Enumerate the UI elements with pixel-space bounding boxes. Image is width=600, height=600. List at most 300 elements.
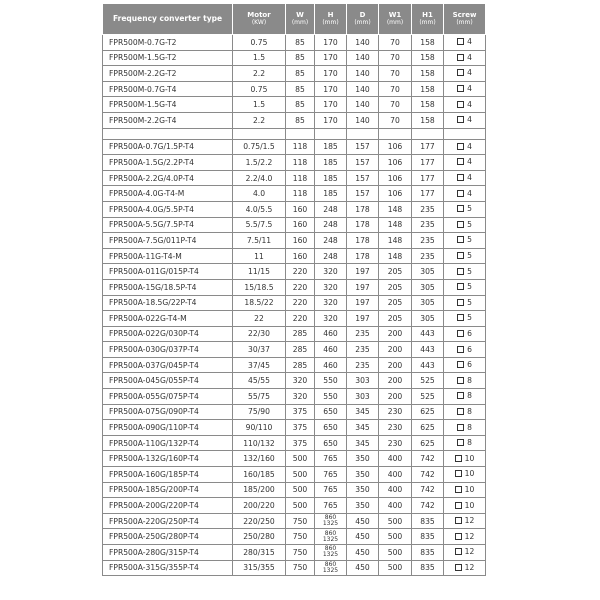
d-cell: 157 xyxy=(347,139,379,155)
model-cell: FPR500M-0.7G-T4 xyxy=(103,81,233,97)
h1-cell: 305 xyxy=(412,279,444,295)
d-cell: 450 xyxy=(347,545,379,561)
h1-cell: 235 xyxy=(412,248,444,264)
d-cell: 140 xyxy=(347,50,379,66)
screw-size: 6 xyxy=(467,328,472,338)
w1-cell: 148 xyxy=(379,248,412,264)
screw-size: 5 xyxy=(467,266,472,276)
motor-cell: 2.2 xyxy=(233,66,286,82)
motor-cell: 22 xyxy=(233,311,286,327)
w1-cell: 106 xyxy=(379,155,412,171)
square-icon xyxy=(455,548,462,555)
w1-cell: 106 xyxy=(379,170,412,186)
screw-size: 4 xyxy=(467,84,472,94)
motor-cell: 132/160 xyxy=(233,451,286,467)
table-row xyxy=(103,420,486,436)
screw-size: 8 xyxy=(467,406,472,416)
screw-value xyxy=(455,563,475,572)
h1-cell: 625 xyxy=(412,435,444,451)
d-cell: 350 xyxy=(347,451,379,467)
w-cell: 375 xyxy=(286,435,315,451)
screw-size: 4 xyxy=(467,157,472,167)
h-cell: 460 xyxy=(315,326,347,342)
screw-value xyxy=(457,282,472,291)
h1-cell: 443 xyxy=(412,326,444,342)
w1-cell: 70 xyxy=(379,97,412,113)
w1-cell: 500 xyxy=(379,560,412,576)
w-cell: 220 xyxy=(286,295,315,311)
w1-cell: 148 xyxy=(379,201,412,217)
table-row xyxy=(103,217,486,233)
screw-size: 8 xyxy=(467,438,472,448)
screw-size: 10 xyxy=(464,500,475,510)
screw-value xyxy=(457,423,472,432)
w1-cell: 230 xyxy=(379,404,412,420)
w-cell: 220 xyxy=(286,279,315,295)
h-cell: 765 xyxy=(315,467,347,483)
empty-cell xyxy=(315,128,347,139)
motor-cell: 280/315 xyxy=(233,545,286,561)
h1-cell: 235 xyxy=(412,233,444,249)
h-cell: 320 xyxy=(315,311,347,327)
header-w-label: W xyxy=(296,11,304,19)
table-row xyxy=(103,404,486,420)
w-cell: 160 xyxy=(286,217,315,233)
screw-value xyxy=(455,485,475,494)
header-h1 xyxy=(412,4,444,35)
screw-value xyxy=(457,53,472,62)
w-cell: 500 xyxy=(286,467,315,483)
table-row xyxy=(103,248,486,264)
screw-size: 5 xyxy=(467,297,472,307)
w-cell: 160 xyxy=(286,201,315,217)
header-d-unit: (mm) xyxy=(354,19,371,26)
table-row xyxy=(103,97,486,113)
w1-cell: 70 xyxy=(379,112,412,128)
d-cell: 140 xyxy=(347,97,379,113)
motor-cell: 90/110 xyxy=(233,420,286,436)
h1-cell: 235 xyxy=(412,201,444,217)
h-cell: 460 xyxy=(315,342,347,358)
motor-cell: 1.5 xyxy=(233,50,286,66)
h-cell: 550 xyxy=(315,389,347,405)
w1-cell: 106 xyxy=(379,139,412,155)
h-cell: 765 xyxy=(315,482,347,498)
header-motor-unit: (KW) xyxy=(251,19,267,26)
motor-cell: 22/30 xyxy=(233,326,286,342)
square-icon xyxy=(455,564,462,571)
screw-size: 5 xyxy=(467,313,472,323)
motor-cell: 7.5/11 xyxy=(233,233,286,249)
h-value-part: 1325 xyxy=(322,520,339,528)
table-row xyxy=(103,357,486,373)
square-icon xyxy=(457,330,464,337)
d-cell: 197 xyxy=(347,295,379,311)
d-cell: 140 xyxy=(347,35,379,51)
empty-cell xyxy=(347,128,379,139)
screw-size: 5 xyxy=(467,251,472,261)
motor-cell: 110/132 xyxy=(233,435,286,451)
screw-value xyxy=(457,329,472,338)
w-cell: 375 xyxy=(286,404,315,420)
screw-size: 4 xyxy=(467,52,472,62)
table-row xyxy=(103,373,486,389)
h-cell xyxy=(315,513,347,529)
h1-cell: 835 xyxy=(412,560,444,576)
table-row xyxy=(103,66,486,82)
header-w1-unit: (mm) xyxy=(386,19,404,26)
w1-cell: 200 xyxy=(379,342,412,358)
table-row xyxy=(103,498,486,514)
square-icon xyxy=(457,174,464,181)
model-cell: FPR500A-185G/200P-T4 xyxy=(103,482,233,498)
dimension-table-container xyxy=(102,3,485,576)
h-cell: 170 xyxy=(315,97,347,113)
d-cell: 235 xyxy=(347,326,379,342)
screw-size: 10 xyxy=(464,484,475,494)
h-cell: 650 xyxy=(315,420,347,436)
d-cell: 235 xyxy=(347,357,379,373)
d-cell: 197 xyxy=(347,311,379,327)
h1-cell: 158 xyxy=(412,81,444,97)
motor-cell: 160/185 xyxy=(233,467,286,483)
w-cell: 85 xyxy=(286,50,315,66)
screw-cell xyxy=(444,112,486,128)
model-cell: FPR500A-055G/075P-T4 xyxy=(103,389,233,405)
table-row xyxy=(103,311,486,327)
w-cell: 375 xyxy=(286,420,315,436)
d-cell: 140 xyxy=(347,81,379,97)
model-cell: FPR500A-022G/030P-T4 xyxy=(103,326,233,342)
h-cell: 550 xyxy=(315,373,347,389)
h1-cell: 305 xyxy=(412,264,444,280)
model-cell: FPR500A-132G/160P-T4 xyxy=(103,451,233,467)
screw-cell xyxy=(444,404,486,420)
screw-cell xyxy=(444,529,486,545)
square-icon xyxy=(457,439,464,446)
d-cell: 350 xyxy=(347,482,379,498)
screw-value xyxy=(457,438,472,447)
h-value-part: 860 xyxy=(324,514,337,522)
model-cell: FPR500A-7.5G/011P-T4 xyxy=(103,233,233,249)
w1-cell: 400 xyxy=(379,498,412,514)
w-cell: 750 xyxy=(286,529,315,545)
w-cell: 220 xyxy=(286,311,315,327)
screw-value xyxy=(457,173,472,182)
h1-cell: 742 xyxy=(412,451,444,467)
screw-size: 4 xyxy=(467,115,472,125)
w-cell: 160 xyxy=(286,248,315,264)
h1-cell: 525 xyxy=(412,373,444,389)
table-row xyxy=(103,295,486,311)
h-cell: 170 xyxy=(315,81,347,97)
h1-cell: 443 xyxy=(412,357,444,373)
h-cell xyxy=(315,545,347,561)
screw-size: 4 xyxy=(467,188,472,198)
h-cell: 248 xyxy=(315,248,347,264)
model-cell: FPR500A-15G/18.5P-T4 xyxy=(103,279,233,295)
screw-value xyxy=(457,298,472,307)
w-cell: 750 xyxy=(286,513,315,529)
screw-cell xyxy=(444,560,486,576)
d-cell: 303 xyxy=(347,389,379,405)
motor-cell: 200/220 xyxy=(233,498,286,514)
screw-value xyxy=(457,84,472,93)
d-cell: 157 xyxy=(347,186,379,202)
screw-cell xyxy=(444,233,486,249)
model-cell: FPR500A-11G-T4-M xyxy=(103,248,233,264)
empty-cell xyxy=(412,128,444,139)
square-icon xyxy=(457,221,464,228)
h1-cell: 305 xyxy=(412,295,444,311)
model-cell: FPR500A-160G/185P-T4 xyxy=(103,467,233,483)
square-icon xyxy=(457,190,464,197)
table-row xyxy=(103,81,486,97)
model-cell: FPR500M-0.7G-T2 xyxy=(103,35,233,51)
screw-size: 12 xyxy=(464,516,475,526)
h1-cell: 742 xyxy=(412,482,444,498)
screw-size: 6 xyxy=(467,360,472,370)
screw-size: 12 xyxy=(464,562,475,572)
screw-cell xyxy=(444,50,486,66)
screw-value xyxy=(457,360,472,369)
w1-cell: 500 xyxy=(379,513,412,529)
square-icon xyxy=(455,470,462,477)
motor-cell: 15/18.5 xyxy=(233,279,286,295)
square-icon xyxy=(455,533,462,540)
screw-value xyxy=(457,251,472,260)
header-model: Frequency converter type xyxy=(103,4,233,35)
h1-cell: 835 xyxy=(412,529,444,545)
w1-cell: 205 xyxy=(379,295,412,311)
square-icon xyxy=(457,54,464,61)
h1-cell: 625 xyxy=(412,404,444,420)
motor-cell: 55/75 xyxy=(233,389,286,405)
h1-cell: 305 xyxy=(412,311,444,327)
w-cell: 285 xyxy=(286,326,315,342)
table-row xyxy=(103,186,486,202)
model-cell: FPR500A-022G-T4-M xyxy=(103,311,233,327)
screw-size: 10 xyxy=(464,453,475,463)
square-icon xyxy=(457,268,464,275)
screw-cell xyxy=(444,295,486,311)
w1-cell: 70 xyxy=(379,81,412,97)
w-cell: 285 xyxy=(286,357,315,373)
h-cell xyxy=(315,529,347,545)
table-row xyxy=(103,529,486,545)
square-icon xyxy=(457,69,464,76)
square-icon xyxy=(457,283,464,290)
square-icon xyxy=(457,38,464,45)
w1-cell: 400 xyxy=(379,482,412,498)
screw-cell xyxy=(444,170,486,186)
header-screw-unit: (mm) xyxy=(456,19,473,26)
w-cell: 85 xyxy=(286,35,315,51)
h1-cell: 177 xyxy=(412,186,444,202)
w1-cell: 106 xyxy=(379,186,412,202)
motor-cell: 315/355 xyxy=(233,560,286,576)
header-w1 xyxy=(379,4,412,35)
screw-cell xyxy=(444,389,486,405)
w-cell: 500 xyxy=(286,498,315,514)
h-cell: 170 xyxy=(315,50,347,66)
h1-cell: 158 xyxy=(412,97,444,113)
screw-size: 5 xyxy=(467,235,472,245)
screw-cell xyxy=(444,139,486,155)
h-cell: 170 xyxy=(315,112,347,128)
h1-cell: 443 xyxy=(412,342,444,358)
h-cell: 185 xyxy=(315,155,347,171)
square-icon xyxy=(457,205,464,212)
screw-cell xyxy=(444,66,486,82)
screw-cell xyxy=(444,248,486,264)
screw-size: 4 xyxy=(467,141,472,151)
model-cell: FPR500M-1.5G-T2 xyxy=(103,50,233,66)
w1-cell: 500 xyxy=(379,529,412,545)
motor-cell: 250/280 xyxy=(233,529,286,545)
d-cell: 350 xyxy=(347,467,379,483)
screw-cell xyxy=(444,186,486,202)
screw-size: 12 xyxy=(464,547,475,557)
screw-value xyxy=(457,157,472,166)
screw-size: 10 xyxy=(464,469,475,479)
d-cell: 178 xyxy=(347,217,379,233)
square-icon xyxy=(457,299,464,306)
w-cell: 320 xyxy=(286,373,315,389)
motor-cell: 0.75 xyxy=(233,81,286,97)
screw-size: 8 xyxy=(467,375,472,385)
motor-cell: 45/55 xyxy=(233,373,286,389)
header-h1-unit: (mm) xyxy=(419,19,436,26)
header-d xyxy=(347,4,379,35)
d-cell: 157 xyxy=(347,155,379,171)
w1-cell: 205 xyxy=(379,264,412,280)
h1-cell: 158 xyxy=(412,112,444,128)
screw-cell xyxy=(444,467,486,483)
d-cell: 140 xyxy=(347,66,379,82)
motor-cell: 37/45 xyxy=(233,357,286,373)
screw-size: 8 xyxy=(467,391,472,401)
header-h xyxy=(315,4,347,35)
screw-cell xyxy=(444,498,486,514)
model-cell: FPR500A-2.2G/4.0P-T4 xyxy=(103,170,233,186)
table-row xyxy=(103,513,486,529)
h-cell: 170 xyxy=(315,66,347,82)
h-cell: 185 xyxy=(315,139,347,155)
square-icon xyxy=(455,502,462,509)
h1-cell: 177 xyxy=(412,155,444,171)
table-row xyxy=(103,264,486,280)
table-row xyxy=(103,139,486,155)
h-value-part: 860 xyxy=(324,560,337,568)
screw-cell xyxy=(444,201,486,217)
screw-cell xyxy=(444,373,486,389)
w-cell: 500 xyxy=(286,482,315,498)
h-cell: 460 xyxy=(315,357,347,373)
h-cell: 320 xyxy=(315,264,347,280)
screw-value xyxy=(455,501,475,510)
table-row xyxy=(103,170,486,186)
table-row xyxy=(103,233,486,249)
w1-cell: 205 xyxy=(379,311,412,327)
model-cell: FPR500A-075G/090P-T4 xyxy=(103,404,233,420)
w-cell: 118 xyxy=(286,170,315,186)
h-cell: 320 xyxy=(315,279,347,295)
table-row xyxy=(103,342,486,358)
model-cell: FPR500A-315G/355P-T4 xyxy=(103,560,233,576)
screw-value xyxy=(455,516,475,525)
d-cell: 345 xyxy=(347,420,379,436)
h1-cell: 525 xyxy=(412,389,444,405)
screw-size: 12 xyxy=(464,531,475,541)
table-row xyxy=(103,467,486,483)
h1-cell: 625 xyxy=(412,420,444,436)
table-row xyxy=(103,326,486,342)
w-cell: 118 xyxy=(286,186,315,202)
model-cell: FPR500M-1.5G-T4 xyxy=(103,97,233,113)
motor-cell: 2.2/4.0 xyxy=(233,170,286,186)
w-cell: 320 xyxy=(286,389,315,405)
screw-size: 4 xyxy=(467,99,472,109)
header-screw-label: Screw xyxy=(452,11,477,19)
screw-cell xyxy=(444,420,486,436)
model-cell: FPR500A-220G/250P-T4 xyxy=(103,513,233,529)
w-cell: 118 xyxy=(286,139,315,155)
table-body xyxy=(103,35,486,576)
h-cell: 765 xyxy=(315,451,347,467)
screw-value xyxy=(457,68,472,77)
header-motor xyxy=(233,4,286,35)
table-row xyxy=(103,155,486,171)
motor-cell: 4.0/5.5 xyxy=(233,201,286,217)
model-cell: FPR500A-030G/037P-T4 xyxy=(103,342,233,358)
screw-cell xyxy=(444,155,486,171)
d-cell: 140 xyxy=(347,112,379,128)
d-cell: 235 xyxy=(347,342,379,358)
h-value-part: 860 xyxy=(324,545,337,553)
screw-value xyxy=(457,313,472,322)
model-cell: FPR500A-110G/132P-T4 xyxy=(103,435,233,451)
table-row xyxy=(103,451,486,467)
model-cell: FPR500A-5.5G/7.5P-T4 xyxy=(103,217,233,233)
square-icon xyxy=(457,101,464,108)
h-cell: 185 xyxy=(315,170,347,186)
square-icon xyxy=(457,143,464,150)
screw-cell xyxy=(444,279,486,295)
model-cell: FPR500M-2.2G-T2 xyxy=(103,66,233,82)
screw-value xyxy=(457,345,472,354)
header-screw xyxy=(444,4,486,35)
d-cell: 303 xyxy=(347,373,379,389)
h1-cell: 835 xyxy=(412,545,444,561)
square-icon xyxy=(457,85,464,92)
screw-value xyxy=(457,235,472,244)
screw-value xyxy=(457,37,472,46)
motor-cell: 0.75/1.5 xyxy=(233,139,286,155)
w-cell: 285 xyxy=(286,342,315,358)
motor-cell: 18.5/22 xyxy=(233,295,286,311)
d-cell: 178 xyxy=(347,201,379,217)
motor-cell: 11/15 xyxy=(233,264,286,280)
square-icon xyxy=(457,424,464,431)
table-row xyxy=(103,545,486,561)
screw-cell xyxy=(444,326,486,342)
table-row xyxy=(103,279,486,295)
table-row xyxy=(103,389,486,405)
h-cell: 185 xyxy=(315,186,347,202)
model-cell: FPR500A-18.5G/22P-T4 xyxy=(103,295,233,311)
model-cell: FPR500A-4.0G/5.5P-T4 xyxy=(103,201,233,217)
